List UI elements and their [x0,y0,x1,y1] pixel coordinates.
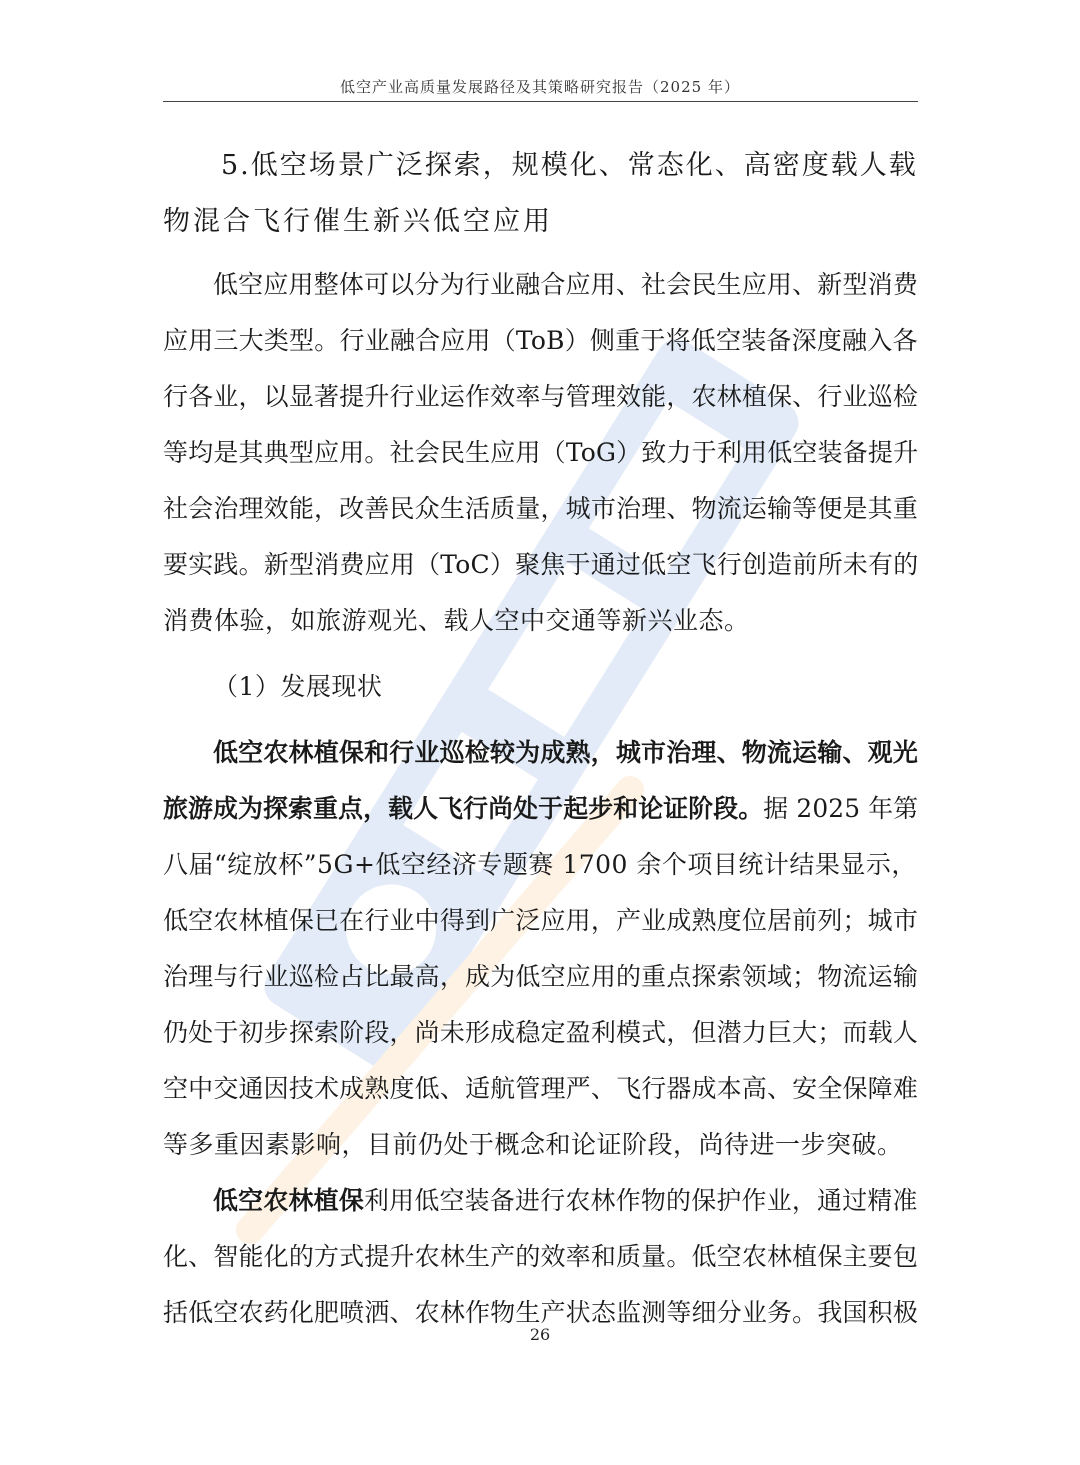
paragraph-3-line: 化、智能化的方式提升农林生产的效率和质量。低空农林植保主要包 [163,1242,919,1271]
paragraph-3-line: 括低空农药化肥喷洒、农林作物生产状态监测等细分业务。我国积极 [163,1298,919,1327]
section-heading-line-1: 5.低空场景广泛探索，规模化、常态化、高密度载人载 [221,150,918,181]
paragraph-1-line: 消费体验，如旅游观光、载人空中交通等新兴业态。 [163,606,750,635]
section-heading-line-2: 物混合飞行催生新兴低空应用 [163,206,553,237]
paragraph-3-bold-term: 低空农林植保 [213,1186,365,1215]
paragraph-2-bold-line-2: 旅游成为探索重点，载人飞行尚处于起步和论证阶段。 [163,794,764,823]
paragraph-1-line: 行各业，以显著提升行业运作效率与管理效能，农林植保、行业巡检 [163,382,919,411]
paragraph-1-line: 应用三大类型。行业融合应用（ToB）侧重于将低空装备深度融入各 [163,326,918,355]
paragraph-2-line: 治理与行业巡检占比最高，成为低空应用的重点探索领域；物流运输 [163,962,919,991]
paragraph-2-line: 八届“绽放杯”5G+低空经济专题赛 1700 余个项目统计结果显示， [163,850,917,879]
paragraph-1-line: 要实践。新型消费应用（ToC）聚焦于通过低空飞行创造前所未有的 [163,550,919,579]
running-header: 低空产业高质量发展路径及其策略研究报告（2025 年） [340,78,740,96]
paragraph-2-line-2-rest: 据 2025 年第 [763,794,919,823]
paragraph-1-line: 等均是其典型应用。社会民生应用（ToG）致力于利用低空装备提升 [163,438,919,467]
paragraph-2-line: 空中交通因技术成熟度低、适航管理严、飞行器成本高、安全保障难 [163,1074,919,1103]
paragraph-2-line-2 [163,789,918,825]
subheading-development-status: （1）发展现状 [213,672,383,701]
paragraph-2-line: 仍处于初步探索阶段，尚未形成稳定盈利模式，但潜力巨大；而载人 [163,1018,919,1047]
paragraph-2-line: 低空农林植保已在行业中得到广泛应用，产业成熟度位居前列；城市 [163,906,919,935]
page-number: 26 [529,1325,551,1344]
paragraph-2-line: 等多重因素影响，目前仍处于概念和论证阶段，尚待进一步突破。 [163,1130,903,1159]
paragraph-3-line-1-rest: 利用低空装备进行农林作物的保护作业，通过精准 [364,1186,918,1215]
paragraph-1-line: 低空应用整体可以分为行业融合应用、社会民生应用、新型消费 [213,270,919,299]
paragraph-1-line: 社会治理效能，改善民众生活质量，城市治理、物流运输等便是其重 [163,494,919,523]
paragraph-2-bold-line-1: 低空农林植保和行业巡检较为成熟，城市治理、物流运输、观光 [213,738,919,767]
header-divider [163,101,918,102]
paragraph-3-line-1 [213,1181,918,1217]
